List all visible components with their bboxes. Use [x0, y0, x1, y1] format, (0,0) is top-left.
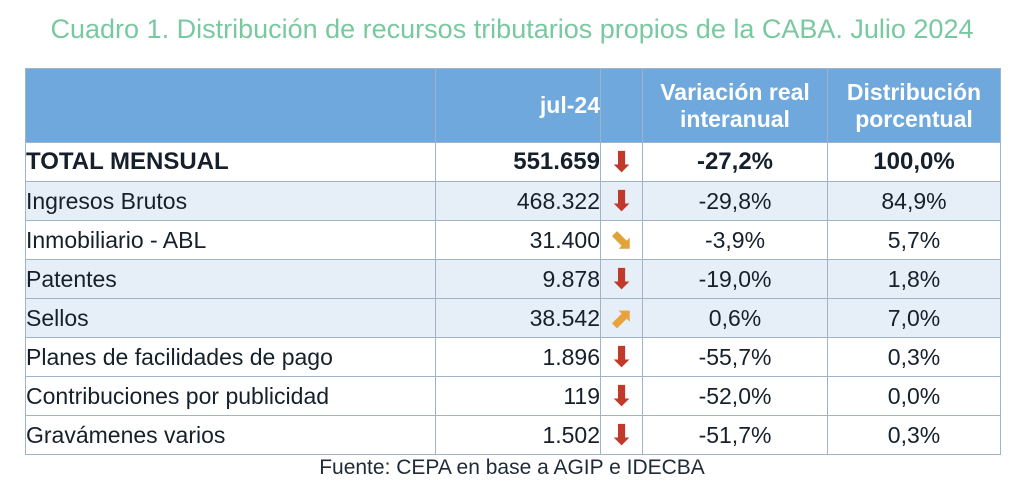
- row-label: Sellos: [26, 299, 436, 338]
- table-header: [26, 69, 1001, 143]
- row-trend-cell: [601, 338, 643, 377]
- row-label: Gravámenes varios: [26, 416, 436, 455]
- table-row: [26, 416, 1001, 455]
- row-distribution: 0,3%: [828, 416, 1001, 455]
- table-row: [26, 260, 1001, 299]
- row-variation: -19,0%: [643, 260, 828, 299]
- table-row: [26, 338, 1001, 377]
- row-value: 551.659: [436, 143, 601, 182]
- row-distribution: 0,3%: [828, 338, 1001, 377]
- table-row: [26, 377, 1001, 416]
- row-label: Inmobiliario - ABL: [26, 221, 436, 260]
- column-header-period: jul-24: [436, 69, 601, 143]
- row-label: Patentes: [26, 260, 436, 299]
- row-value: 38.542: [436, 299, 601, 338]
- row-trend-cell: [601, 143, 643, 182]
- row-variation: -3,9%: [643, 221, 828, 260]
- row-trend-cell: [601, 260, 643, 299]
- row-trend-cell: [601, 182, 643, 221]
- arrow-down-icon: ⬇: [610, 381, 633, 411]
- arrow-down-right-icon: ⬊: [610, 225, 633, 255]
- row-label: TOTAL MENSUAL: [26, 143, 436, 182]
- arrow-down-icon: ⬇: [610, 420, 633, 450]
- row-variation: 0,6%: [643, 299, 828, 338]
- row-variation: -55,7%: [643, 338, 828, 377]
- column-header-distribution: Distribución porcentual: [828, 69, 1001, 143]
- table-row: [26, 143, 1001, 182]
- row-trend-cell: [601, 299, 643, 338]
- table-row: [26, 221, 1001, 260]
- row-variation: -29,8%: [643, 182, 828, 221]
- row-value: 1.502: [436, 416, 601, 455]
- row-label: Contribuciones por publicidad: [26, 377, 436, 416]
- row-distribution: 5,7%: [828, 221, 1001, 260]
- row-value: 468.322: [436, 182, 601, 221]
- column-header-concept: [26, 69, 436, 143]
- table-row: [26, 299, 1001, 338]
- table-header-row: [26, 69, 1001, 143]
- arrow-up-right-icon: ⬈: [610, 303, 633, 333]
- row-trend-cell: [601, 416, 643, 455]
- row-value: 31.400: [436, 221, 601, 260]
- row-label: Ingresos Brutos: [26, 182, 436, 221]
- row-label: Planes de facilidades de pago: [26, 338, 436, 377]
- table-body: [26, 143, 1001, 455]
- row-distribution: 84,9%: [828, 182, 1001, 221]
- column-header-variation: Variación real interanual: [643, 69, 828, 143]
- row-value: 9.878: [436, 260, 601, 299]
- table-row: [26, 182, 1001, 221]
- row-value: 119: [436, 377, 601, 416]
- page-title: Cuadro 1. Distribución de recursos tributarios propios de la CABA. Julio 2024: [50, 14, 974, 44]
- row-distribution: 100,0%: [828, 143, 1001, 182]
- arrow-down-icon: ⬇: [610, 264, 633, 294]
- row-trend-cell: [601, 221, 643, 260]
- data-table-container: [25, 68, 1000, 455]
- tax-distribution-table: [25, 68, 1001, 455]
- row-trend-cell: [601, 377, 643, 416]
- row-distribution: 0,0%: [828, 377, 1001, 416]
- row-distribution: 7,0%: [828, 299, 1001, 338]
- row-variation: -51,7%: [643, 416, 828, 455]
- column-header-trend-icon: [601, 69, 643, 143]
- source-note: Fuente: CEPA en base a AGIP e IDECBA: [319, 456, 705, 479]
- row-distribution: 1,8%: [828, 260, 1001, 299]
- row-variation: -52,0%: [643, 377, 828, 416]
- arrow-down-icon: ⬇: [610, 146, 633, 177]
- row-value: 1.896: [436, 338, 601, 377]
- arrow-down-icon: ⬇: [610, 342, 633, 372]
- row-variation: -27,2%: [643, 143, 828, 182]
- arrow-down-icon: ⬇: [610, 186, 633, 216]
